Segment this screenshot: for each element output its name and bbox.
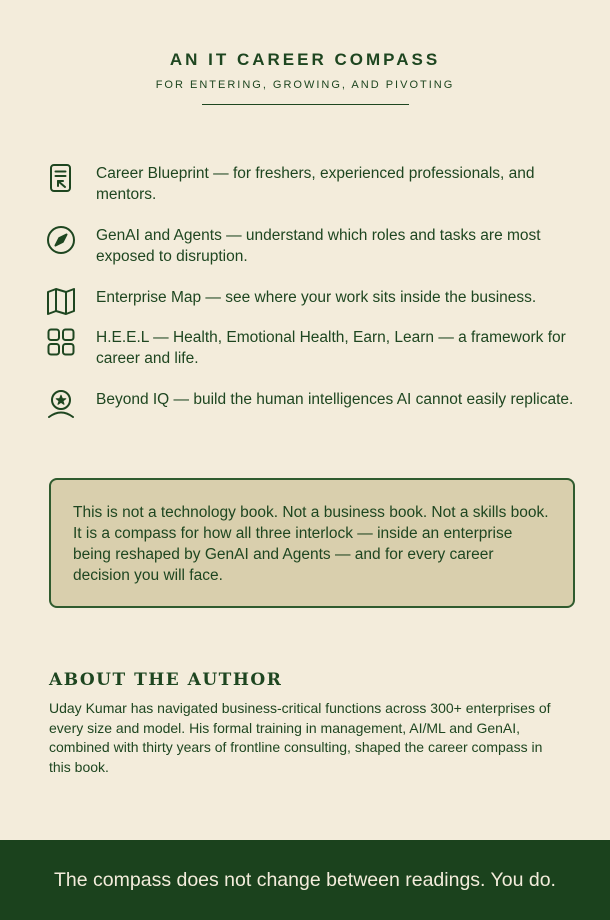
footer-band [0,840,610,920]
title-divider [202,104,409,105]
footer-tagline: The compass does not change between readings. You do. [54,869,556,891]
about-body: Uday Kumar has navigated business-critical functions across 300+ enterprises of every size and model. His formal training in management, AI/ML and GenAI, combined with thirty years of frontline consulting, shaped the career compass in this book. [49,700,551,776]
book-subtitle: FOR ENTERING, GROWING, AND PIVOTING [155,79,455,91]
feature-text: Enterprise Map — see where your work sits inside the business. [96,289,537,306]
header [0,48,610,105]
feature-enterprise-map [46,287,576,308]
book-title: AN IT CAREER COMPASS [169,50,441,69]
feature-text: Beyond IQ — build the human intelligences AI cannot easily replicate. [96,391,574,408]
feature-list [46,163,576,410]
callout-box [49,478,575,608]
person-star-icon [46,389,76,419]
feature-heel [46,327,576,369]
feature-text: H.E.E.L — Health, Emotional Health, Earn, Learn — a framework for career and life. [96,329,566,367]
callout-text: This is not a technology book. Not a business book. Not a skills book. It is a compass for how all three interlock — inside an enterprise being reshaped by GenAI and Agents — and for every career decision you will face. [73,504,549,584]
map-icon [46,287,76,317]
feature-genai-agents [46,225,576,267]
feature-text: Career Blueprint — for freshers, experienced professionals, and mentors. [96,165,535,203]
grid-icon [46,327,76,357]
compass-icon [46,225,76,255]
feature-beyond-iq [46,389,576,410]
feature-text: GenAI and Agents — understand which roles and tasks are most exposed to disruption. [96,227,541,265]
about-heading: ABOUT THE AUTHOR [49,670,283,690]
document-edit-icon [46,163,76,193]
feature-career-blueprint [46,163,576,205]
